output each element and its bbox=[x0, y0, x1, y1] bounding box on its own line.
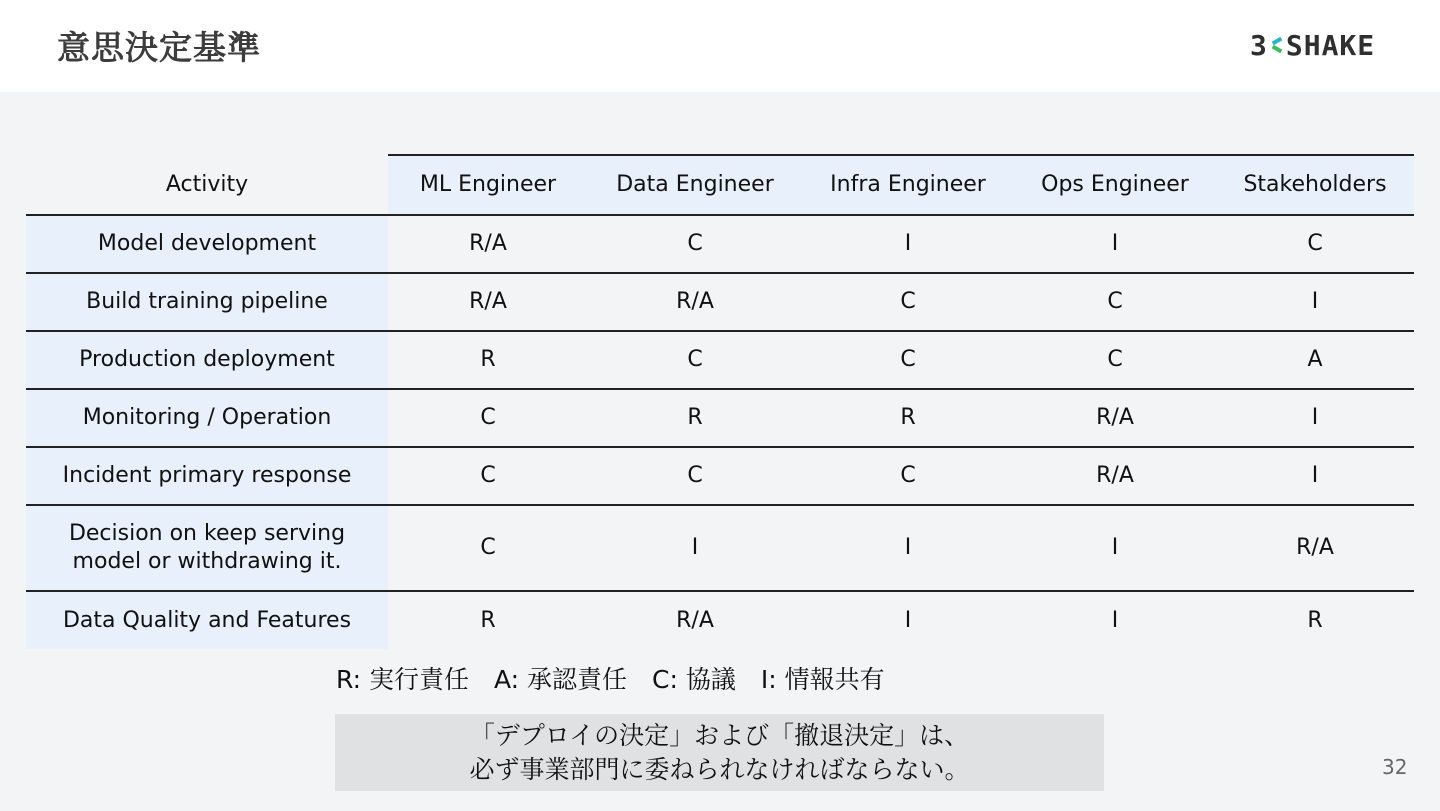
logo-left: 3 bbox=[1250, 28, 1268, 62]
raci-cell: I bbox=[904, 607, 912, 633]
note-line-2: 必ず事業部門に委ねられなければならない。 bbox=[469, 754, 970, 784]
raci-cell: R/A bbox=[388, 215, 588, 273]
slide-header bbox=[0, 0, 1440, 92]
table-header-row bbox=[26, 155, 1414, 215]
activity-cell bbox=[26, 389, 388, 447]
raci-cell: I bbox=[802, 215, 1014, 273]
raci-cell: C bbox=[1014, 273, 1216, 331]
activity-label: Incident primary response bbox=[62, 463, 352, 488]
raci-cell: R/A bbox=[1014, 447, 1216, 505]
column-header-role: Stakeholders bbox=[1216, 155, 1414, 215]
raci-cell: C bbox=[388, 447, 588, 505]
activity-cell bbox=[26, 591, 388, 649]
table-row bbox=[26, 215, 1414, 273]
raci-cell: R/A bbox=[676, 607, 714, 633]
raci-cell: C bbox=[388, 389, 588, 447]
logo-chevron-icon bbox=[1270, 36, 1284, 54]
raci-cell: I bbox=[802, 505, 1014, 591]
raci-cell: I bbox=[588, 505, 802, 591]
raci-cell: I bbox=[1014, 215, 1216, 273]
raci-cell: C bbox=[1216, 215, 1414, 273]
raci-cell: I bbox=[1014, 505, 1216, 591]
raci-legend: R: 実行責任 A: 承認責任 C: 協議 I: 情報共有 bbox=[336, 665, 885, 694]
activity-label: Decision on keep serving bbox=[68, 521, 346, 546]
activity-cell bbox=[26, 331, 388, 389]
raci-cell: R bbox=[802, 389, 1014, 447]
table-row bbox=[26, 591, 1414, 649]
raci-cell: I bbox=[1216, 273, 1414, 331]
raci-cell: C bbox=[588, 447, 802, 505]
activity-label: Build training pipeline bbox=[86, 289, 328, 314]
table-body bbox=[26, 215, 1414, 649]
column-header-role: Ops Engineer bbox=[1014, 155, 1216, 215]
raci-cell: I bbox=[1216, 447, 1414, 505]
raci-cell: R/A bbox=[388, 273, 588, 331]
raci-cell: I bbox=[1111, 607, 1119, 633]
page-title: 意思決定基準 bbox=[57, 28, 261, 67]
page-number: 32 bbox=[1382, 755, 1408, 779]
raci-cell: R/A bbox=[588, 273, 802, 331]
company-logo bbox=[1250, 28, 1375, 62]
note-line-1: 「デプロイの決定」および「撤退決定」は、 bbox=[469, 720, 970, 750]
raci-cell: R bbox=[388, 331, 588, 389]
raci-cell: C bbox=[388, 505, 588, 591]
table-row bbox=[26, 505, 1414, 591]
raci-cell: R/A bbox=[1216, 505, 1414, 591]
column-header-role: ML Engineer bbox=[388, 155, 588, 215]
column-header-activity: Activity bbox=[26, 155, 388, 215]
column-header-role: Infra Engineer bbox=[802, 155, 1014, 215]
raci-cell: R bbox=[480, 607, 496, 633]
raci-cell: C bbox=[588, 215, 802, 273]
table-row bbox=[26, 273, 1414, 331]
activity-cell bbox=[26, 505, 388, 591]
raci-cell: R/A bbox=[1014, 389, 1216, 447]
activity-cell bbox=[26, 273, 388, 331]
activity-label: Monitoring / Operation bbox=[82, 405, 332, 430]
column-header-role: Data Engineer bbox=[588, 155, 802, 215]
raci-cell: I bbox=[1216, 389, 1414, 447]
raci-cell: R bbox=[588, 389, 802, 447]
activity-label: Data Quality and Features bbox=[62, 607, 352, 633]
table-row bbox=[26, 389, 1414, 447]
activity-cell bbox=[26, 215, 388, 273]
raci-cell: C bbox=[588, 331, 802, 389]
raci-table bbox=[26, 154, 1414, 649]
note-box bbox=[335, 714, 1104, 791]
activity-cell bbox=[26, 447, 388, 505]
activity-label: Production deployment bbox=[79, 347, 335, 372]
logo-right: SHAKE bbox=[1285, 28, 1376, 62]
raci-cell: C bbox=[802, 331, 1014, 389]
raci-cell: C bbox=[802, 447, 1014, 505]
activity-label: model or withdrawing it. bbox=[72, 549, 342, 574]
raci-cell: R bbox=[1307, 607, 1323, 633]
raci-cell: C bbox=[802, 273, 1014, 331]
raci-cell: C bbox=[1014, 331, 1216, 389]
raci-cell: A bbox=[1216, 331, 1414, 389]
activity-label: Model development bbox=[97, 231, 317, 256]
table-row bbox=[26, 331, 1414, 389]
table-row bbox=[26, 447, 1414, 505]
